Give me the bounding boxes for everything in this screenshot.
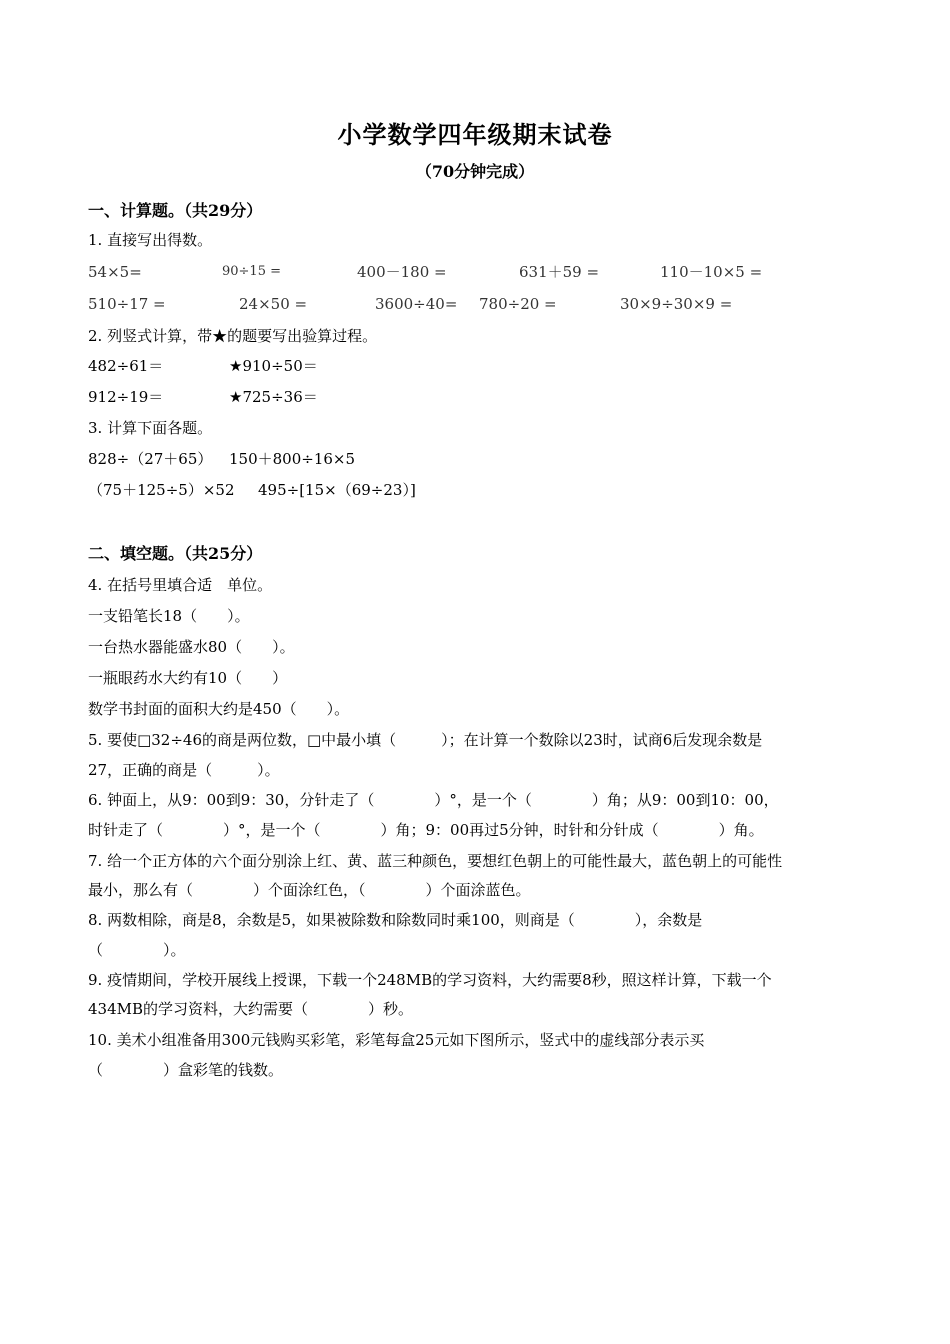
fill-line: （ ）。 — [88, 941, 186, 959]
q2-stem: 2. 列竖式计算，带★的题要写出验算过程。 — [88, 327, 378, 345]
q3-item: （75＋125÷5）×52 — [88, 481, 235, 499]
q1-stem: 1. 直接写出得数。 — [88, 231, 213, 249]
fill-line: 4. 在括号里填合适 单位。 — [88, 576, 273, 594]
q1-expr: 30×9÷30×9 = — [620, 295, 733, 313]
q1-expr: 110－10×5 = — [660, 263, 763, 281]
fill-line: 时针走了（ ）°，是一个（ ）角；9：00再过5分钟，时针和分针成（ ）角。 — [88, 821, 764, 839]
fill-line: 一支铅笔长18（ ）。 — [88, 607, 250, 625]
section2-heading: 二、填空题。（共25分） — [88, 544, 263, 563]
q1-expr: 510÷17 = — [88, 295, 166, 313]
fill-line: 一台热水器能盛水80（ ）。 — [88, 638, 295, 656]
fill-line: 8. 两数相除，商是8，余数是5，如果被除数和除数同时乘100，则商是（ ），余数是 — [88, 911, 703, 929]
q2-item: 482÷61＝ — [88, 357, 164, 375]
q1-expr: 54×5= — [88, 263, 142, 281]
q1-expr: 90÷15 = — [222, 264, 282, 279]
fill-line: 7. 给一个正方体的六个面分别涂上红、黄、蓝三种颜色，要想红色朝上的可能性最大，蓝色朝上的可能性 — [88, 852, 783, 870]
fill-line: 10. 美术小组准备用300元钱购买彩笔，彩笔每盒25元如下图所示，竖式中的虚线部分表示买 — [88, 1031, 705, 1049]
q2-item: 912÷19＝ — [88, 388, 164, 406]
fill-line: 一瓶眼药水大约有10（ ） — [88, 669, 288, 687]
page-subtitle: （70分钟完成） — [415, 162, 535, 181]
q1-expr: 631＋59 = — [519, 263, 600, 281]
q2-item: ★910÷50＝ — [229, 357, 318, 375]
fill-line: 27，正确的商是（ ）。 — [88, 761, 280, 779]
q3-item: 150＋800÷16×5 — [229, 450, 356, 468]
q2-item: ★725÷36＝ — [229, 388, 318, 406]
q1-expr: 24×50 = — [239, 295, 308, 313]
section1-heading: 一、计算题。（共29分） — [88, 201, 263, 220]
fill-line: 434MB的学习资料，大约需要（ ）秒。 — [88, 1000, 414, 1018]
fill-line: （ ）盒彩笔的钱数。 — [88, 1061, 284, 1079]
fill-line: 9. 疫情期间，学校开展线上授课，下载一个248MB的学习资料，大约需要8秒，照这样计算，下载一个 — [88, 971, 772, 989]
q3-item: 495÷[15×（69÷23）] — [258, 481, 416, 499]
q1-expr: 3600÷40= — [375, 295, 458, 313]
fill-line: 数学书封面的面积大约是450（ ）。 — [88, 700, 350, 718]
q1-expr: 780÷20 = — [479, 295, 557, 313]
fill-line: 5. 要使□32÷46的商是两位数，□中最小填（ ）；在计算一个数除以23时，试商6后发现余数是 — [88, 731, 763, 749]
q1-expr: 400－180 = — [357, 263, 447, 281]
fill-line: 6. 钟面上，从9：00到9：30，分针走了（ ）°，是一个（ ）角；从9：00到10：00， — [88, 791, 779, 809]
page-title: 小学数学四年级期末试卷 — [337, 120, 613, 149]
fill-line: 最小，那么有（ ）个面涂红色，（ ）个面涂蓝色。 — [88, 881, 531, 899]
q3-stem: 3. 计算下面各题。 — [88, 419, 213, 437]
q3-item: 828÷（27＋65） — [88, 450, 213, 468]
